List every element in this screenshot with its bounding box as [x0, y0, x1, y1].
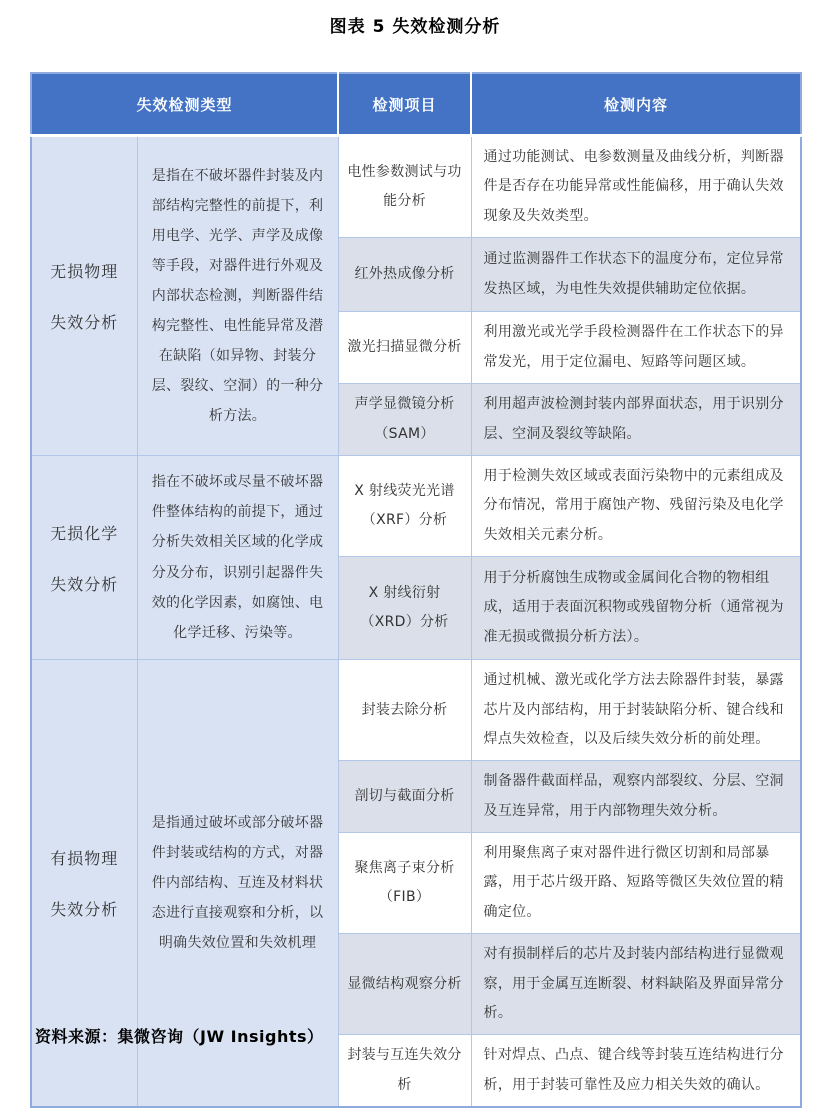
item-cell: 剖切与截面分析: [338, 761, 471, 833]
header-row: [31, 73, 801, 136]
group-type-line2: 失效分析: [50, 312, 119, 332]
item-cell: 聚焦离子束分析（FIB）: [338, 833, 471, 934]
group-type-line2: 失效分析: [50, 900, 119, 920]
item-cell: X 射线荧光光谱（XRF）分析: [338, 455, 471, 556]
group-type-line1: 无损物理: [50, 261, 119, 281]
item-cell: 声学显微镜分析（SAM）: [338, 384, 471, 456]
group-type-line1: 有损物理: [50, 849, 119, 869]
source-note: 资料来源：集微咨询（JW Insights）: [35, 1027, 324, 1046]
header-detection-content: 检测内容: [471, 73, 801, 136]
content-cell: 利用超声波检测封装内部界面状态，用于识别分层、空洞及裂纹等缺陷。: [471, 384, 801, 456]
content-cell: 通过监测器件工作状态下的温度分布，定位异常发热区域，为电性失效提供辅助定位依据。: [471, 238, 801, 312]
content-cell: 通过机械、激光或化学方法去除器件封装，暴露芯片及内部结构，用于封装缺陷分析、键合线和焊点失效检查，以及后续失效分析的前处理。: [471, 660, 801, 761]
group-type-nondestructive-chemical: [31, 455, 137, 659]
item-cell: 激光扫描显微分析: [338, 312, 471, 384]
content-cell: 利用激光或光学手段检测器件在工作状态下的异常发光，用于定位漏电、短路等问题区域。: [471, 312, 801, 384]
table-row: [31, 455, 801, 556]
item-cell: 封装与互连失效分析: [338, 1035, 471, 1107]
group-description: 是指在不破坏器件封装及内部结构完整性的前提下，利用电学、光学、声学及成像等手段，对器件进行外观及内部状态检测，判断器件结构完整性、电性能异常及潜在缺陷（如异物、封装分层、裂纹、空洞）的一种分析方法。: [137, 136, 338, 456]
group-description: 是指通过破坏或部分破坏器件封装或结构的方式，对器件内部结构、互连及材料状态进行直接观察和分析，以明确失效位置和失效机理: [137, 660, 338, 1108]
group-type-line2: 失效分析: [50, 574, 119, 594]
item-cell: 电性参数测试与功能分析: [338, 136, 471, 238]
content-cell: 用于分析腐蚀生成物或金属间化合物的物相组成，适用于表面沉积物或残留物分析（通常视为准无损或微损分析方法）。: [471, 557, 801, 660]
group-description: 指在不破坏或尽量不破坏器件整体结构的前提下，通过分析失效相关区域的化学成分及分布，识别引起器件失效的化学因素，如腐蚀、电化学迁移、污染等。: [137, 455, 338, 659]
item-cell: 封装去除分析: [338, 660, 471, 761]
header-detection-item: 检测项目: [338, 73, 471, 136]
group-type-nondestructive-physical: [31, 136, 137, 456]
item-cell: X 射线衍射（XRD）分析: [338, 557, 471, 660]
content-cell: 用于检测失效区域或表面污染物中的元素组成及分布情况，常用于腐蚀产物、残留污染及电化学失效相关元素分析。: [471, 455, 801, 556]
item-cell: 红外热成像分析: [338, 238, 471, 312]
content-cell: 利用聚焦离子束对器件进行微区切割和局部暴露，用于芯片级开路、短路等微区失效位置的精确定位。: [471, 833, 801, 934]
content-cell: 制备器件截面样品，观察内部裂纹、分层、空洞及互连异常，用于内部物理失效分析。: [471, 761, 801, 833]
item-cell: 显微结构观察分析: [338, 934, 471, 1035]
failure-analysis-table: [30, 72, 802, 1108]
header-failure-detection-type: 失效检测类型: [31, 73, 338, 136]
content-cell: 对有损制样后的芯片及封装内部结构进行显微观察，用于金属互连断裂、材料缺陷及界面异常分析。: [471, 934, 801, 1035]
content-cell: 通过功能测试、电参数测量及曲线分析，判断器件是否存在功能异常或性能偏移，用于确认失效现象及失效类型。: [471, 136, 801, 238]
table-row: [31, 136, 801, 238]
table-row: [31, 660, 801, 761]
group-type-line1: 无损化学: [50, 523, 119, 543]
page-title: 图表 5 失效检测分析: [329, 17, 501, 37]
content-cell: 针对焊点、凸点、键合线等封装互连结构进行分析，用于封装可靠性及应力相关失效的确认。: [471, 1035, 801, 1107]
